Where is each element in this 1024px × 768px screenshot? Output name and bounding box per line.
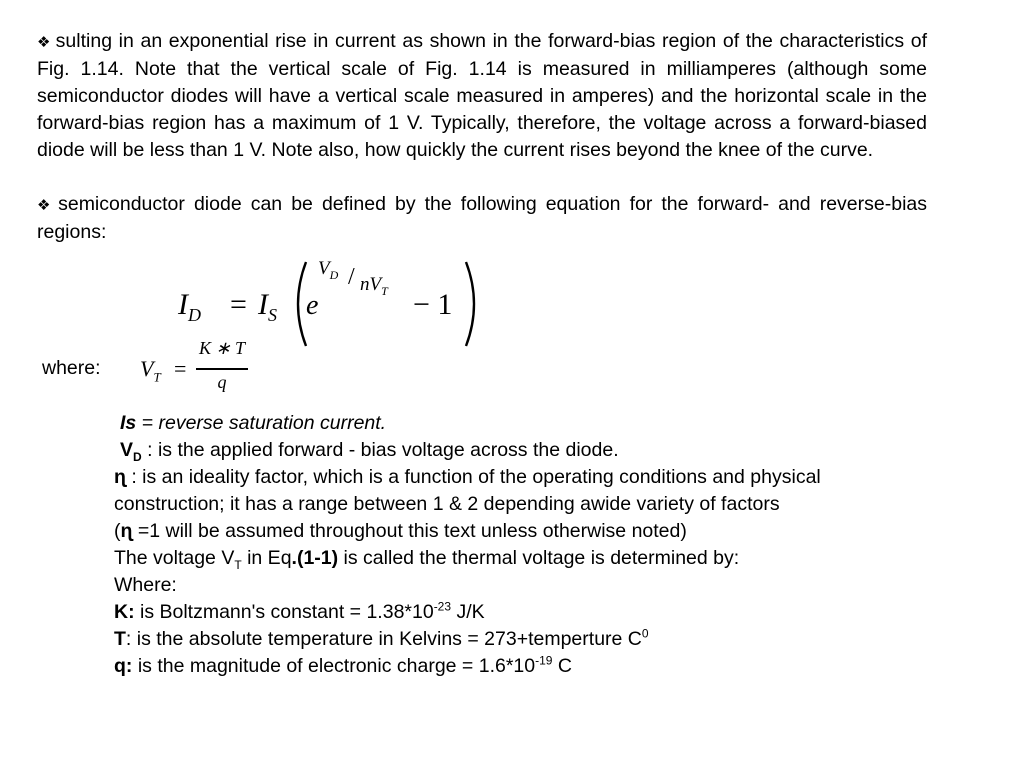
def-vt-sub: T: [234, 557, 242, 572]
def-is-term: Is: [120, 412, 137, 434]
vt-subscript: T: [153, 369, 161, 385]
right-paren-icon: [462, 258, 484, 350]
def-q: [114, 653, 914, 680]
paragraph-1-text: sulting in an exponential rise in current as shown in the forward-bias region of the characteristics of Fig. 1.14. Note that the vertical scale of Fig. 1.14 is measured in milliamperes (although some semiconductor diodes will have a vertical scale measured in amperes) and the horizontal scale in the forward-bias region has a maximum of 1 V. Typically, therefore, the voltage across a forward-biased diode will be less than 1 V. Note also, how quickly the current rises beyond the knee of the curve.: [37, 30, 927, 161]
def-eta-note: [114, 518, 914, 545]
def-q-exp: -19: [535, 653, 553, 668]
def-vt-post: is called the thermal voltage is determined by:: [338, 547, 740, 569]
def-q-unit: C: [552, 655, 572, 677]
def-k: [114, 599, 914, 626]
eq-is-subscript: S: [268, 305, 277, 325]
def-vd-text: : is the applied forward - bias voltage across the diode.: [141, 439, 619, 461]
def-t-exp: 0: [641, 626, 649, 641]
def-t: [114, 626, 914, 653]
definitions-block: [114, 410, 914, 680]
def-k-term: K:: [114, 601, 135, 623]
diamond-bullet-icon: ❖: [37, 33, 52, 51]
fraction-bar: [196, 368, 248, 370]
eq-exp-slash: /: [348, 264, 355, 290]
def-t-text: : is the absolute temperature in Kelvins = 273+temperture C: [125, 628, 642, 650]
def-k-unit: J/K: [451, 601, 485, 623]
eq-exp-nvt: nV: [360, 274, 382, 295]
def-q-term: q:: [114, 655, 133, 677]
eq-id-subscript: D: [188, 305, 201, 325]
def-eta-note-text: =1 will be assumed throughout this text unless otherwise noted): [132, 520, 687, 542]
eq-e: e: [306, 290, 319, 321]
paragraph-2-text: semiconductor diode can be defined by the following equation for the forward- and reverse-bias regions:: [37, 193, 927, 243]
diamond-bullet-icon: ❖: [37, 196, 55, 214]
diode-equation: [178, 258, 488, 350]
paragraph-forward-bias: [37, 28, 927, 164]
def-is-text: = reverse saturation current.: [136, 412, 387, 434]
eq-is-symbol: I: [258, 288, 268, 321]
eq-exp-nvt-sub: T: [381, 283, 388, 298]
vt-equals: =: [174, 356, 187, 381]
def-vt-pre: The voltage V: [114, 547, 235, 569]
thermal-voltage-equation: [140, 338, 260, 400]
def-vd: [114, 437, 914, 464]
def-k-exp: -23: [433, 599, 452, 614]
def-vd-sub: D: [133, 449, 142, 464]
paragraph-diode-equation-intro: [37, 191, 927, 246]
def-vd-term: V: [120, 439, 134, 461]
def-eta-text: : is an ideality factor, which is a function of the operating conditions and physical construction; it has a range between 1 & 2 depending awide variety of factors: [114, 466, 821, 515]
def-thermal-voltage: [114, 545, 914, 572]
eq-minus-one: − 1: [413, 288, 453, 321]
where-label: where:: [42, 357, 101, 379]
vt-numerator: K ∗ T: [198, 338, 246, 358]
def-is: [114, 410, 914, 437]
def-vt-mid: in Eq: [241, 547, 292, 569]
eq-id-symbol: I: [178, 288, 188, 321]
def-eta: [114, 464, 914, 518]
eq-equals: =: [230, 288, 247, 321]
def-q-text: is the magnitude of electronic charge = 1.6*10: [132, 655, 536, 677]
def-k-text: is Boltzmann's constant = 1.38*10: [134, 601, 434, 623]
def-where: Where:: [114, 574, 177, 596]
def-eta-term: ɳ: [114, 466, 126, 488]
eq-exp-vd: V: [318, 258, 330, 279]
def-eta-note-term: ɳ: [120, 520, 133, 542]
vt-symbol: V: [140, 356, 154, 381]
def-vt-ref: .(1-1): [291, 547, 339, 569]
vt-denominator: q: [217, 372, 227, 392]
def-t-term: T: [114, 628, 126, 650]
eq-exp-vd-sub: D: [329, 267, 339, 282]
def-eta-note-open: (: [114, 520, 121, 542]
